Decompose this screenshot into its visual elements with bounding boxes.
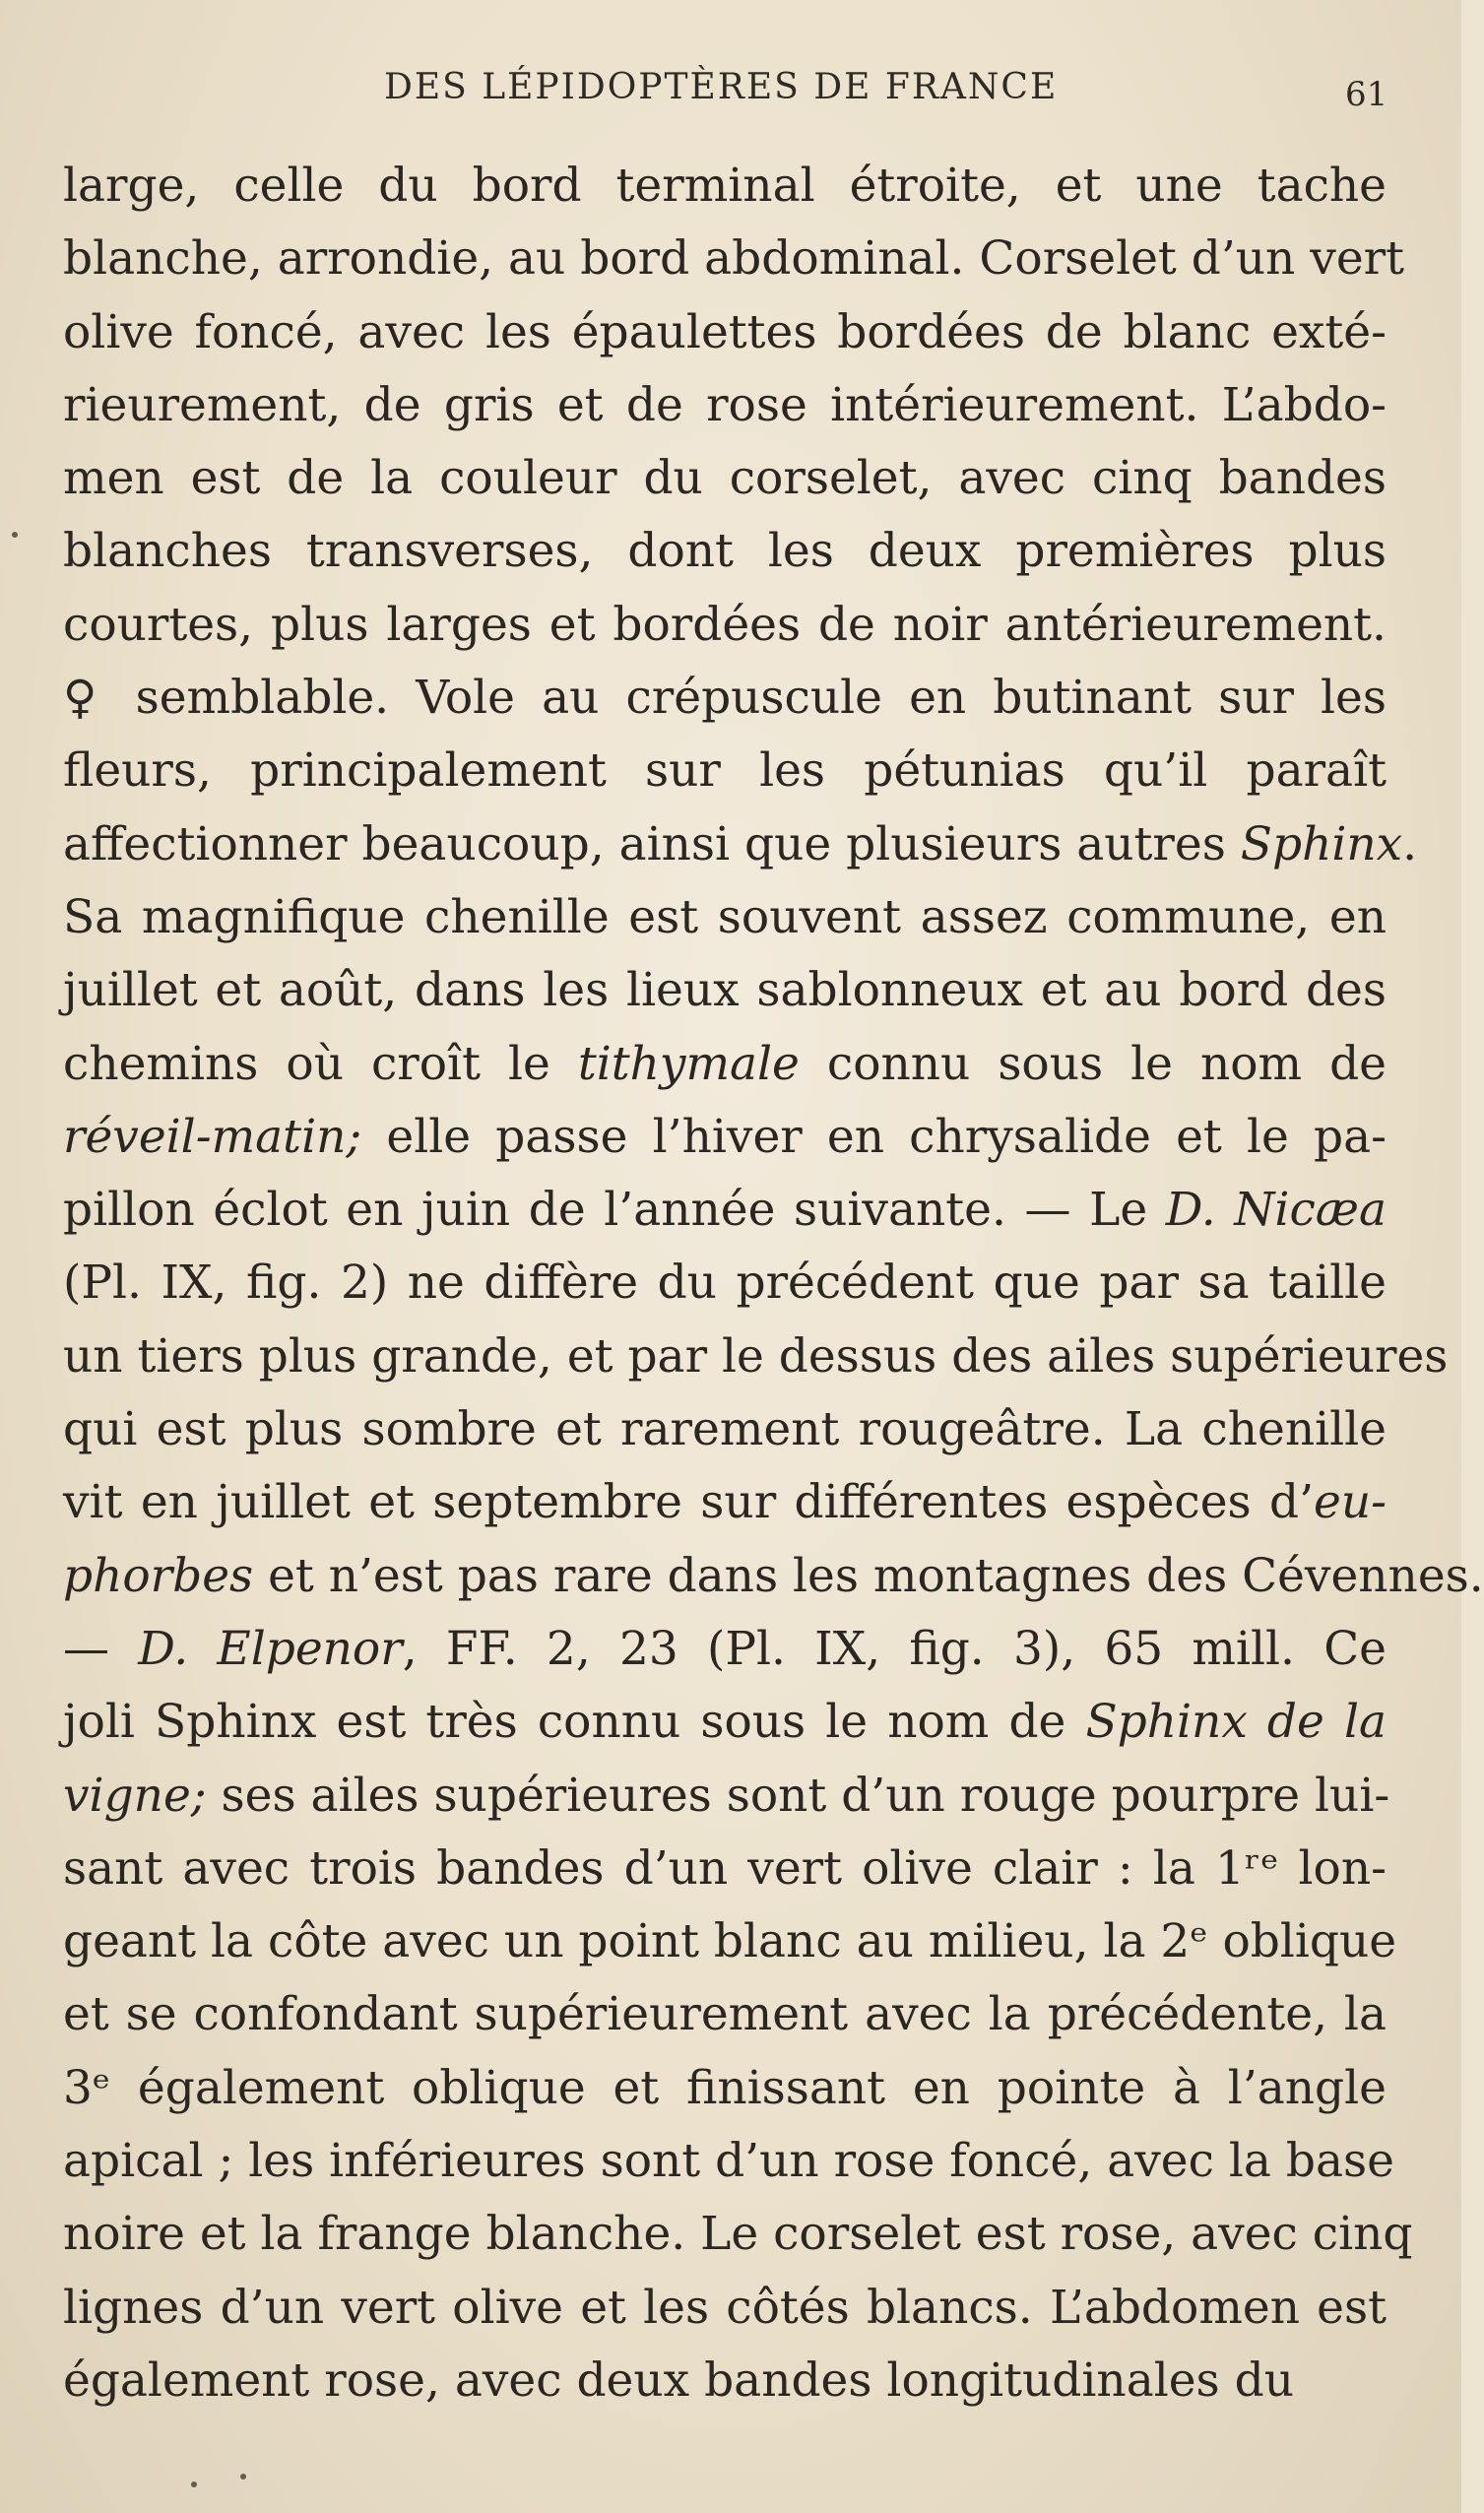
text-line xyxy=(63,2345,1387,2417)
italic-text: Sphinx de la xyxy=(1085,1695,1387,1750)
text-run: sant avec trois bandes d’un vert olive clair : la 1ʳᵉ lon- xyxy=(63,1840,1387,1896)
text-run: ses ailes supérieures sont d’un rouge pourpre lui- xyxy=(206,1768,1390,1823)
text-line xyxy=(63,662,1387,735)
text-line xyxy=(63,1247,1387,1320)
text-run: (Pl. IX, fig. 2) ne diffère du précédent que par sa taille xyxy=(63,1256,1387,1311)
text-line xyxy=(63,2198,1413,2271)
text-line xyxy=(63,881,1387,954)
text-run: qui est plus sombre et rarement rougeâtre. La chenille xyxy=(63,1402,1387,1457)
text-run: courtes, plus larges et bordées de noir antérieurement. xyxy=(63,597,1387,652)
text-run: large, celle du bord terminal étroite, et une tache xyxy=(63,159,1387,213)
text-line xyxy=(63,1686,1387,1759)
text-run: blanche, arrondie, au bord abdominal. Corselet d’un vert xyxy=(63,231,1404,287)
text-line xyxy=(63,1101,1387,1174)
text-run: men est de la couleur du corselet, avec cinq bandes xyxy=(63,451,1387,506)
text-line xyxy=(63,515,1387,588)
text-line xyxy=(63,369,1387,442)
text-line xyxy=(63,1905,1397,1978)
text-run: noire et la frange blanche. Le corselet est rose, avec cinq xyxy=(63,2207,1413,2262)
text-run: connu sous le nom de xyxy=(799,1036,1387,1091)
text-run: et n’est pas rare dans les montagnes des Cévennes. xyxy=(253,1548,1484,1603)
text-run: juillet et août, dans les lieux sablonneux et au bord des xyxy=(63,963,1387,1018)
text-run: ♀ semblable. Vole au crépuscule en butinant sur les xyxy=(63,671,1387,726)
text-line xyxy=(63,808,1418,881)
ink-speck xyxy=(240,2474,246,2480)
text-line xyxy=(63,1466,1387,1539)
text-line xyxy=(63,1321,1449,1393)
text-run: . xyxy=(1402,816,1418,871)
italic-text: vigne; xyxy=(63,1768,207,1823)
text-line xyxy=(63,1174,1387,1247)
text-run: 3ᵉ également oblique et finissant en pointe à l’angle xyxy=(63,2060,1387,2115)
text-run: lignes d’un vert olive et les côtés blancs. L’abdomen est xyxy=(63,2280,1387,2335)
text-line xyxy=(63,735,1387,807)
text-line xyxy=(63,296,1387,369)
text-run: et se confondant supérieurement avec la précédente, la xyxy=(63,1987,1387,2042)
italic-text: D. Nicæa xyxy=(1165,1183,1387,1238)
italic-text: Sphinx xyxy=(1240,816,1403,871)
text-run: rieurement, de gris et de rose intérieurement. L’abdo- xyxy=(63,377,1387,432)
text-line xyxy=(63,2272,1387,2345)
text-line xyxy=(63,1393,1387,1466)
text-run: joli Sphinx est très connu sous le nom de xyxy=(63,1695,1086,1750)
text-run: olive foncé, avec les épaulettes bordées de blanc exté- xyxy=(63,304,1387,359)
text-run: fleurs, principalement sur les pétunias qu’il paraît xyxy=(63,743,1387,799)
italic-text: réveil-matin; xyxy=(63,1109,362,1164)
italic-text: tithymale xyxy=(577,1036,800,1091)
text-run: vit en juillet et septembre sur différentes espèces d’ xyxy=(63,1475,1315,1530)
text-run: apical ; les inférieures sont d’un rose foncé, avec la base xyxy=(63,2134,1394,2189)
text-run: également rose, avec deux bandes longitudinales du xyxy=(63,2352,1294,2408)
page-number: 61 xyxy=(1345,75,1388,114)
text-line xyxy=(63,442,1387,515)
text-line xyxy=(63,1540,1484,1613)
text-line xyxy=(63,223,1404,295)
text-run: geant la côte avec un point blanc au milieu, la 2ᵉ oblique xyxy=(63,1914,1397,1969)
text-run: , FF. 2, 23 (Pl. IX, fig. 3), 65 mill. Ce xyxy=(402,1621,1387,1676)
body-text xyxy=(63,150,1484,2417)
text-line xyxy=(63,1028,1387,1101)
text-run: elle passe l’hiver en chrysalide et le pa- xyxy=(361,1109,1387,1164)
text-line xyxy=(63,1613,1387,1686)
text-line xyxy=(63,589,1387,662)
text-line xyxy=(63,1978,1387,2051)
text-line xyxy=(63,954,1387,1027)
text-run: chemins où croît le xyxy=(63,1036,578,1091)
text-run: blanches transverses, dont les deux premières plus xyxy=(63,524,1387,579)
italic-text: eu- xyxy=(1314,1475,1387,1530)
italic-text: phorbes xyxy=(63,1548,254,1603)
text-line xyxy=(63,2125,1394,2198)
ink-speck xyxy=(12,532,18,538)
italic-text: D. Elpenor xyxy=(138,1621,403,1676)
text-run: Sa magnifique chenille est souvent assez commune, en xyxy=(63,889,1387,944)
text-run: — xyxy=(63,1621,139,1676)
text-line xyxy=(63,150,1387,223)
text-line xyxy=(63,2052,1387,2125)
text-run: un tiers plus grande, et par le dessus des ailes supérieures xyxy=(63,1328,1449,1384)
text-line xyxy=(63,1760,1390,1833)
text-run: pillon éclot en juin de l’année suivante. — Le xyxy=(63,1183,1166,1238)
running-title: DES LÉPIDOPTÈRES DE FRANCE xyxy=(384,67,1059,107)
text-line xyxy=(63,1833,1387,1905)
text-run: affectionner beaucoup, ainsi que plusieurs autres xyxy=(63,816,1241,871)
ink-speck xyxy=(191,2481,197,2487)
